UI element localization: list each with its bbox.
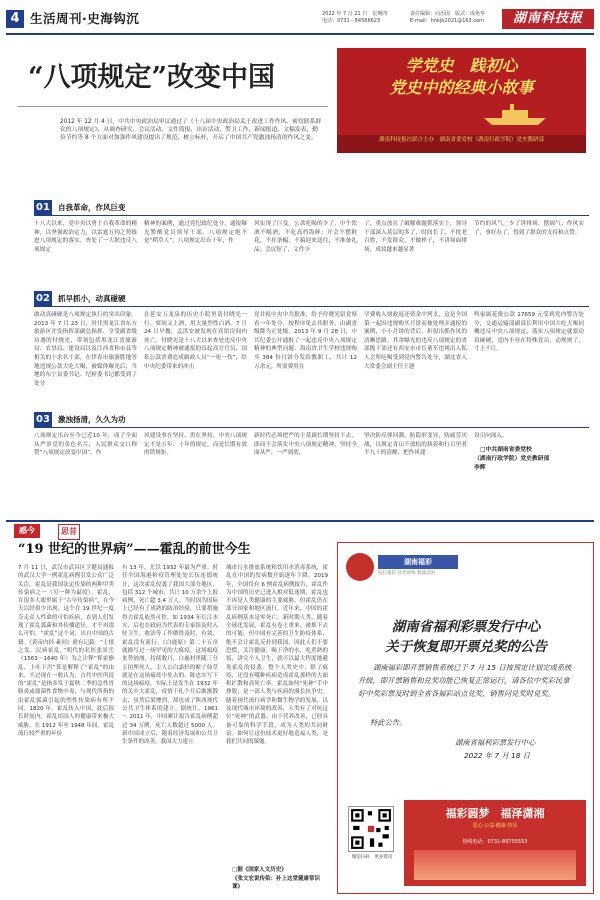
notice-title-1: 湖南省福利彩票发行中心 xyxy=(391,619,541,635)
intro-text: 2012 年 12 月 4 日，中共中央政治局审议通过了《十八届中央政治局关于改进工作作风、密切联系群众的八项规定》，从调查研究、会议活动、文件简报、出访活动、警卫工作、新闻报道、文稿发表、勤俭节约等 8 个方面对加强作风建设提出了规范，树立标杆，开启了中国共产党激浊扬清的作风之变。 xyxy=(60,119,322,141)
section-1-col-3: 风实现了巨变。公款吃喝的少了，中午饮酒不喝酒，不吃高档海鲜；开会不摆鲜花，不挂条幅，不搞迎来送往，不准备礼品；会议短了，文件少 xyxy=(254,221,357,253)
section-3-col-1: 八项规定出台至今已近10 年，成了全面从严治党的金色名片，人民群众交口称赞“八项规定改变中国”。作 xyxy=(34,433,137,457)
article-source-1: □据《国家人文历史》 xyxy=(232,867,287,873)
section-2-title: 抓早抓小，动真碰硬 xyxy=(58,294,126,303)
section-3-col-2: 风建设事在坚持、贵在坚持，中央八项规定不是五年、十年的规定，而是长期有效的铁规矩。 xyxy=(144,433,247,457)
section-3-byline-3: 李辉 xyxy=(474,465,486,471)
editor-line: 责任编辑：向治国 版式：成艳华 xyxy=(410,11,486,17)
section-2-number: 02 xyxy=(34,291,52,306)
editor-meta xyxy=(410,11,510,25)
section-3-title: 激浊扬清，久久为功 xyxy=(58,415,126,424)
issue-phone: 电话：0731－84566623 xyxy=(322,18,381,24)
section-2-col-5: 鸣家属花费公款 17659 元受到党内警告处分，交通运输部副部长利用中国大吃大喝同概违反中央八项规定，落实八项规定就要动真碰硬，党内不存在特殊党员，动规则了，寸土不让。 xyxy=(474,312,584,353)
section-2-col-3: 党并报中央中共批准，给予付晓光留党察看一年处分，按程序免去其职务，由副省级降为正处级。2013 年 9 月 28 日，中共纪委公开通报了一起违反中央八项规定精神的典型问题：海南省卫生学校违规购买 384 份月饼分发给教职工，共计 12 万余元。所需费用在 xyxy=(254,312,357,370)
issue-date: 2022 年 7 月 21 日 星期四 xyxy=(322,11,388,17)
banner-caption: 湖南科技报社联合主办 湖南省委党校（湖南行政学院）党史教研部 xyxy=(337,135,586,153)
notice-closing: 特此公告。 xyxy=(370,718,407,727)
section-1-col-2: 精神的案例，通过党纪政纪处分，通报曝光警醒党员领导干部。八项规定绝不是“稻草人”。八项规定出台十年，作 xyxy=(144,221,247,245)
notice-body: 湖南福彩即开票销售系统已于 7 月 15 日按预定计划完成系统升级，即开票销售和兑奖功能已恢复正常运行。请各位中奖彩民拿好中奖彩票及时到全省各福彩站点兑奖，销售同兑奖时兑奖。 xyxy=(358,663,572,698)
headline: “八项规定”改变中国 xyxy=(28,62,276,93)
lottery-header-sub: 发行福彩 扶老助残 救孤济困 xyxy=(378,571,435,576)
email-line: E-mail：hnkjb2021@163.com xyxy=(410,18,485,24)
section-3-byline-1: □中共湖南省委党校 xyxy=(480,447,532,453)
newspaper-logo: 湖南科技报 xyxy=(502,9,594,29)
article-source-2: 《张文宏说传染：补上这堂健康常识课》 xyxy=(232,876,321,890)
section-2-col-1: 敢动真碰硬是八项规定执行的突出印象。2013 年 7 月 23 日，时任黑龙江省东方旅游区开发指挥部副总指挥、享受副省级待遇的付晓光，带领包括黑龙江省旅游局、农垦局、建设局以及江西省和市县等相关的十余名干部，在伊春市旅游胜地等地违规公款大吃大喝，被媒体曝光后，当地的东宁县委书记、纪检委书记都受到了处分 xyxy=(34,312,137,387)
lower-rule xyxy=(6,520,594,522)
notice-signature: 湖南省福利彩票发行中心 xyxy=(455,738,536,747)
article-col-3: 城市污水排放系统和饮用水消毒系统，霍乱在中国的发病数开始逐年下降。2019年，全国仅有 6 例霍乱病例报告，霍乱作为中国的历史已进入相对低迷期，霍乱也不再是人类健康的主要威胁，但霍乱仍在部分国家和地区流行。近年来，中国的霍乱病例基本是零死亡。新时期人类，随着全球化发展，霍乱有卷土重来、被推下去的可能，但中国有完善的卫生防疫体系，绝不会让霍乱反扑到我国。因此人们不要恐慌，关注健康，喝干净的水，吃煮熟的饭，讲究个人卫生，就可以最大程度地避免霍乱的侵袭。整个人类史中，除了瘟疫、还没有哪种疾病造成霍乱那样的大面积扩散和高死亡率。霍乱如何“死神”手中挣脱，是一部人类与疾病的漫长抗争史。随着现代流行病学和微生物学的发展，以及现代城市环境的改善，人类有了对抗这位“死神”的武器。由于营养改善，已经具备可靠的科学手段，成为人类的共同财富。如何让这份技术更好地造福人类，是我们共同的课题。 xyxy=(226,565,328,746)
section-2-col-4: 学费收入财政返还资金中列支，这是全国第一起因违规购买月饼而被处理并通报的案例，小小月饼的背后，折射出抓作风的清晰思路。其余曝光的违反八项规定的省部级干部还有西安市市长董军违规出入私人会所吃喝受到党内警告处分，湖北省人大常委会副主任王建 xyxy=(364,312,467,370)
section-2-col-2: 在延安五龙泉的历史小院里请付晓光一行。席间又上酒，用大量烈性白酒。7 月 24 日早餐，孟洪安被发现在宾馆房间内死亡。付晓光是十八大以来查处违反中央八项规定精神被通报的首起高官官员，国私公款消费造成路政人员“一死一伤”，给中央纪委带来的冲击 xyxy=(144,312,247,370)
lottery-ad-sub: 爱心·公益·健康·快乐 xyxy=(472,823,518,829)
notice-date: 2022 年 7 月 18 日 xyxy=(464,751,530,760)
notice-title-2: 关于恢复即开票兑奖的公告 xyxy=(385,639,547,655)
section-1-title: 自我革命，作风巨变 xyxy=(58,203,126,212)
article-col-1: 7 月 11 日，武汉市武昌区卫健局通报的武汉大学一例霍乱病例引发公众广泛关注。霍乱是我国法定传染的两种甲类传染病之一（另一种为鼠疫）。霍乱，在很多人眼里属于“古早传染病”，在今天以经很少出现。这个在 19 世纪一度夺走众人性命的可怕疾病，直到人们发现了霍乱弧菌和其传播途径，才不再那么可怕。“霍乱”这个词，出自中国的古籍。《黄帝内经·素问》就有记载：“土郁之发，民病霍乱。”明代的名医张景岳（1563～1640 年）为之注释“挥霍撩乱，上吐下泻”算是解释了“霍乱”的由来。不过现在一般认为，古代中医所说的“霍乱”是指多发于夏秋二季的急性胃肠炎或细菌性食物中毒，与现代所指的由霍乱弧菌引起的烈性传染病有所不同。1820 年，霍乱传入中国，此后很长时间内，霍乱给国人的健康带来极大威胁。在 1912 年至 1948 年间，霍乱流行较严重的年份 xyxy=(18,565,114,737)
section-3-col-3: 新时代必须把严的主基调长期坚持下去，即而不会落实中央八项规定精神，坚持全面从严、一严到底， xyxy=(254,433,357,457)
page-header xyxy=(6,8,594,30)
column-tag: 感今 xyxy=(14,524,40,538)
section-1-col-5: 节约的风气，少了讲排场、摆阔气；作风实了，事好办了，得到了群众的支持和点赞。 xyxy=(474,221,584,236)
lottery-ad-image xyxy=(414,850,576,880)
article-col-2: 有 13 年，尤以 1932 年最为严重。时任全国海港检疫管理处处长伍连德统计，这次霍乱侵袭了我国大部分地区，包括 312 个城市，共计 10 万余个上报病例，死亡超 3.4 万人。当时因为国际上已经有了成熟的防治经验，只要措施得力霍乱依然可控。如 1934 年长江水灾，后也在政府为代表的专家组及时入驻卫生，收治等工作做得及时，有效，霍乱没有流行。《白鹿原》第二十五章就描写过一场罕见的大瘟疫。这场瘟疫来势汹汹，持续数月，白鹿村里随三分五拍埋死人，主人公白嘉轩的姬子仙草就是在这场瘟疫中死去的。陈忠实写下的这场瘟疫，实际上是发生在 1932 年的关中大霍乱，疫情干扎个月后渐渐散去，虽然后果惨烈，却也成了陕西现代公共卫生体系的建立。据统计，1961 ～ 2011 年，中国累计报告霍乱病例超过 34 万例，死亡人数超过 5000 人。新中国成立后，随着经济发展和公共卫生条件的改善，我国大力建立 xyxy=(122,565,218,746)
lottery-ad-title: 福彩圆梦 福泽潇湘 xyxy=(445,807,545,820)
page-number: 4 xyxy=(6,10,24,28)
boat-icon xyxy=(480,102,550,126)
section-3-col-4: 坚决防反弹回潮、防隐形变异，防疲劳厌战，以规定青山不放松的执着和行百里者半九十的清醒，把作风建 xyxy=(364,433,467,457)
section-1-col-1: 十八大以来，党中央以勇于自我革命的精神，以坚强政治定力，以雷霆万钧之势推进八项规定的落实，查处了一大批违反八项规定 xyxy=(34,221,137,253)
banner-slogan-2: 党史中的经典小故事 xyxy=(389,78,534,97)
section-2-rule xyxy=(34,306,589,307)
column-tag-2: 思昔 xyxy=(58,524,80,540)
section-1-rule xyxy=(34,215,589,216)
section-3-col-5: 设引向深入。 xyxy=(474,433,508,439)
article-title: “19 世纪的世界病”——霍乱的前世今生 xyxy=(18,542,251,557)
qr-caption: 微信扫码 更多资讯 xyxy=(351,855,393,860)
section-3-number: 03 xyxy=(34,412,52,427)
lottery-logo-icon xyxy=(346,553,374,581)
section-1-number: 01 xyxy=(34,200,52,215)
section-1-col-4: 了，重点放在了破解难题抓落实上。领导干部深入基层的多了，时间长了，不扰老百姓，不发群众，不做样子，不讲场面排场，成效越来越显著 xyxy=(364,221,467,253)
banner-slogan-1: 学党史 践初心 xyxy=(405,56,518,75)
section-3-rule xyxy=(34,427,589,428)
qr-code-icon[interactable] xyxy=(348,806,394,852)
header-rule xyxy=(6,33,594,35)
section-3-byline-2: （湖南行政学院）党史教研部 xyxy=(474,456,550,462)
lottery-ad-phone: 热线电话：0731-89755553 xyxy=(462,839,528,845)
lottery-header-name: 湖南福彩 xyxy=(378,555,458,569)
section-title: 生活周刊·史海钩沉 xyxy=(30,11,140,26)
